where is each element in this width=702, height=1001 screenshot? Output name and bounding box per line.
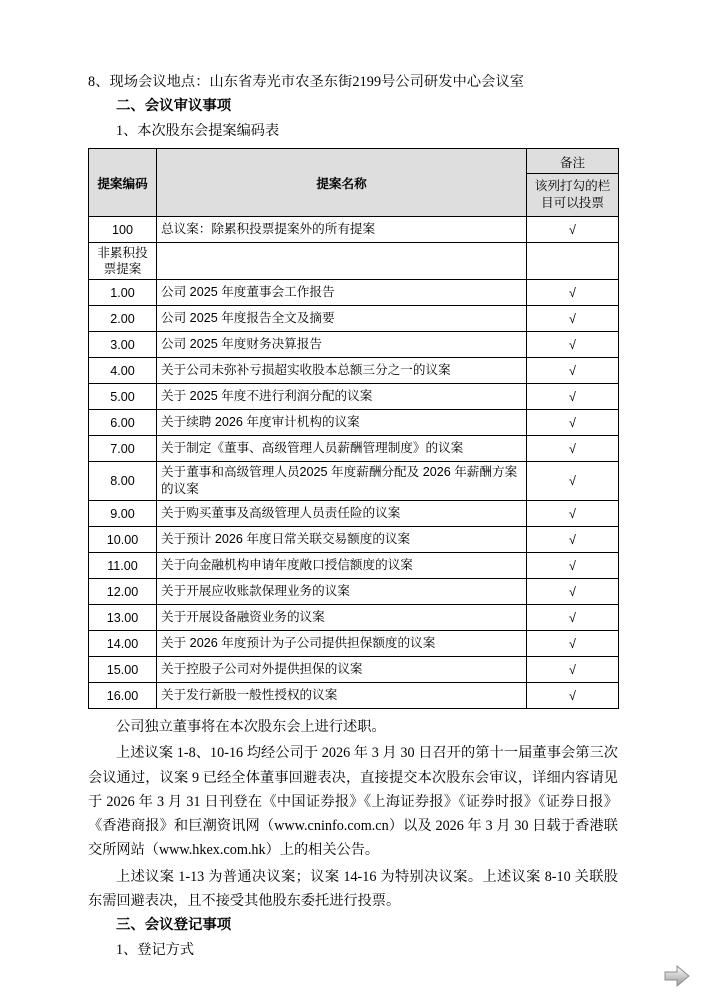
cell-proposal-name: 关于购买董事及高级管理人员责任险的议案 — [157, 501, 527, 527]
next-page-arrow-icon[interactable] — [662, 963, 692, 989]
cell-proposal-code: 10.00 — [89, 527, 157, 553]
cell-proposal-name: 关于开展设备融资业务的议案 — [157, 605, 527, 631]
paragraph-resolution-types: 上述议案 1-13 为普通决议案；议案 14-16 为特别决议案。上述议案 8-10 关联股东需回避表决，且不接受其他股东委托进行投票。 — [88, 868, 618, 910]
cell-proposal-name: 关于控股子公司对外提供担保的议案 — [157, 657, 527, 683]
cell-proposal-code: 7.00 — [89, 436, 157, 462]
paragraph-independent-director: 公司独立董事将在本次股东会上进行述职。 — [116, 719, 386, 735]
table-row — [89, 501, 619, 527]
table-row — [89, 358, 619, 384]
cell-proposal-code: 8.00 — [89, 462, 157, 501]
document-body — [88, 70, 618, 963]
cell-proposal-code: 3.00 — [89, 332, 157, 358]
cell-proposal-code: 12.00 — [89, 579, 157, 605]
cell-proposal-code: 100 — [89, 217, 157, 243]
cell-proposal-code: 2.00 — [89, 306, 157, 332]
table-header-row-1 — [89, 149, 619, 174]
table-row — [89, 332, 619, 358]
paragraph-board-resolutions: 上述议案 1-8、10-16 均经公司于 2026 年 3 月 30 日召开的第十一届董事会第三次会议通过，议案 9 已经全体董事回避表决，直接提交本次股东会审议，详细内容请见于 2026 年 3 月 31 日刊登在《中国证券报》《上海证券报》《证券时报》《证券日报》《香港商报》和巨潮资讯网（www.cninfo.com.cn）以及 2026 年 3 月 30 日载于香港联交所网站（www.hkex.com.hk）上的相关公告。 — [88, 745, 618, 859]
table-row — [89, 605, 619, 631]
cell-proposal-note: √ — [527, 501, 619, 527]
cell-proposal-note: √ — [527, 631, 619, 657]
table-row — [89, 527, 619, 553]
cell-proposal-note: √ — [527, 579, 619, 605]
cell-proposal-note: √ — [527, 384, 619, 410]
cell-proposal-name: 关于制定《董事、高级管理人员薪酬管理制度》的议案 — [157, 436, 527, 462]
table-row — [89, 410, 619, 436]
cell-proposal-code: 13.00 — [89, 605, 157, 631]
cell-proposal-note: √ — [527, 436, 619, 462]
cell-proposal-note: √ — [527, 605, 619, 631]
cell-proposal-name: 公司 2025 年度财务决算报告 — [157, 332, 527, 358]
cell-proposal-note — [527, 243, 619, 280]
cell-proposal-name: 关于董事和高级管理人员2025 年度薪酬分配及 2026 年薪酬方案的议案 — [157, 462, 527, 501]
cell-proposal-note: √ — [527, 683, 619, 709]
section-subheading-3-1: 1、登记方式 — [116, 942, 195, 959]
cell-proposal-code: 15.00 — [89, 657, 157, 683]
table-row — [89, 306, 619, 332]
section-heading-3: 三、会议登记事项 — [116, 917, 232, 934]
cell-proposal-code: 6.00 — [89, 410, 157, 436]
cell-proposal-code: 16.00 — [89, 683, 157, 709]
cell-proposal-note: √ — [527, 657, 619, 683]
cell-proposal-name — [157, 243, 527, 280]
cell-proposal-note: √ — [527, 527, 619, 553]
cell-proposal-code: 9.00 — [89, 501, 157, 527]
cell-proposal-code: 5.00 — [89, 384, 157, 410]
cell-proposal-name: 关于开展应收账款保理业务的议案 — [157, 579, 527, 605]
cell-proposal-name: 关于向金融机构申请年度敞口授信额度的议案 — [157, 553, 527, 579]
cell-proposal-code: 1.00 — [89, 280, 157, 306]
cell-proposal-name: 关于发行新股一般性授权的议案 — [157, 683, 527, 709]
table-row — [89, 436, 619, 462]
cell-proposal-code: 14.00 — [89, 631, 157, 657]
table-row — [89, 280, 619, 306]
header-cell-code: 提案编码 — [89, 149, 157, 217]
cell-proposal-note: √ — [527, 280, 619, 306]
cell-proposal-code: 11.00 — [89, 553, 157, 579]
table-body — [89, 217, 619, 709]
table-row — [89, 384, 619, 410]
header-cell-name: 提案名称 — [157, 149, 527, 217]
cell-proposal-code: 非累积投票提案 — [89, 243, 157, 280]
section-subheading-2-1: 1、本次股东会提案编码表 — [116, 123, 280, 139]
table-row — [89, 243, 619, 280]
header-cell-note-title: 备注 — [527, 149, 619, 174]
cell-proposal-name: 关于续聘 2026 年度审计机构的议案 — [157, 410, 527, 436]
proposal-code-table — [88, 148, 619, 709]
table-row — [89, 631, 619, 657]
cell-proposal-name: 关于预计 2026 年度日常关联交易额度的议案 — [157, 527, 527, 553]
cell-proposal-note: √ — [527, 358, 619, 384]
cell-proposal-name: 关于公司未弥补亏损超实收股本总额三分之一的议案 — [157, 358, 527, 384]
cell-proposal-note: √ — [527, 553, 619, 579]
cell-proposal-name: 关于 2026 年度预计为子公司提供担保额度的议案 — [157, 631, 527, 657]
cell-proposal-note: √ — [527, 410, 619, 436]
table-header — [89, 149, 619, 217]
table-row — [89, 462, 619, 501]
section-heading-2: 二、会议审议事项 — [116, 98, 232, 114]
table-row — [89, 553, 619, 579]
cell-proposal-note: √ — [527, 217, 619, 243]
meeting-venue-line: 8、现场会议地点：山东省寿光市农圣东街2199号公司研发中心会议室 — [88, 74, 525, 90]
cell-proposal-note: √ — [527, 462, 619, 501]
cell-proposal-name: 公司 2025 年度董事会工作报告 — [157, 280, 527, 306]
table-row — [89, 657, 619, 683]
cell-proposal-name: 关于 2025 年度不进行利润分配的议案 — [157, 384, 527, 410]
cell-proposal-name: 公司 2025 年度报告全文及摘要 — [157, 306, 527, 332]
table-row — [89, 579, 619, 605]
header-cell-note-desc: 该列打勾的栏目可以投票 — [527, 174, 619, 217]
table-row — [89, 683, 619, 709]
cell-proposal-note: √ — [527, 306, 619, 332]
cell-proposal-code: 4.00 — [89, 358, 157, 384]
cell-proposal-name: 总议案：除累积投票提案外的所有提案 — [157, 217, 527, 243]
table-row — [89, 217, 619, 243]
cell-proposal-note: √ — [527, 332, 619, 358]
